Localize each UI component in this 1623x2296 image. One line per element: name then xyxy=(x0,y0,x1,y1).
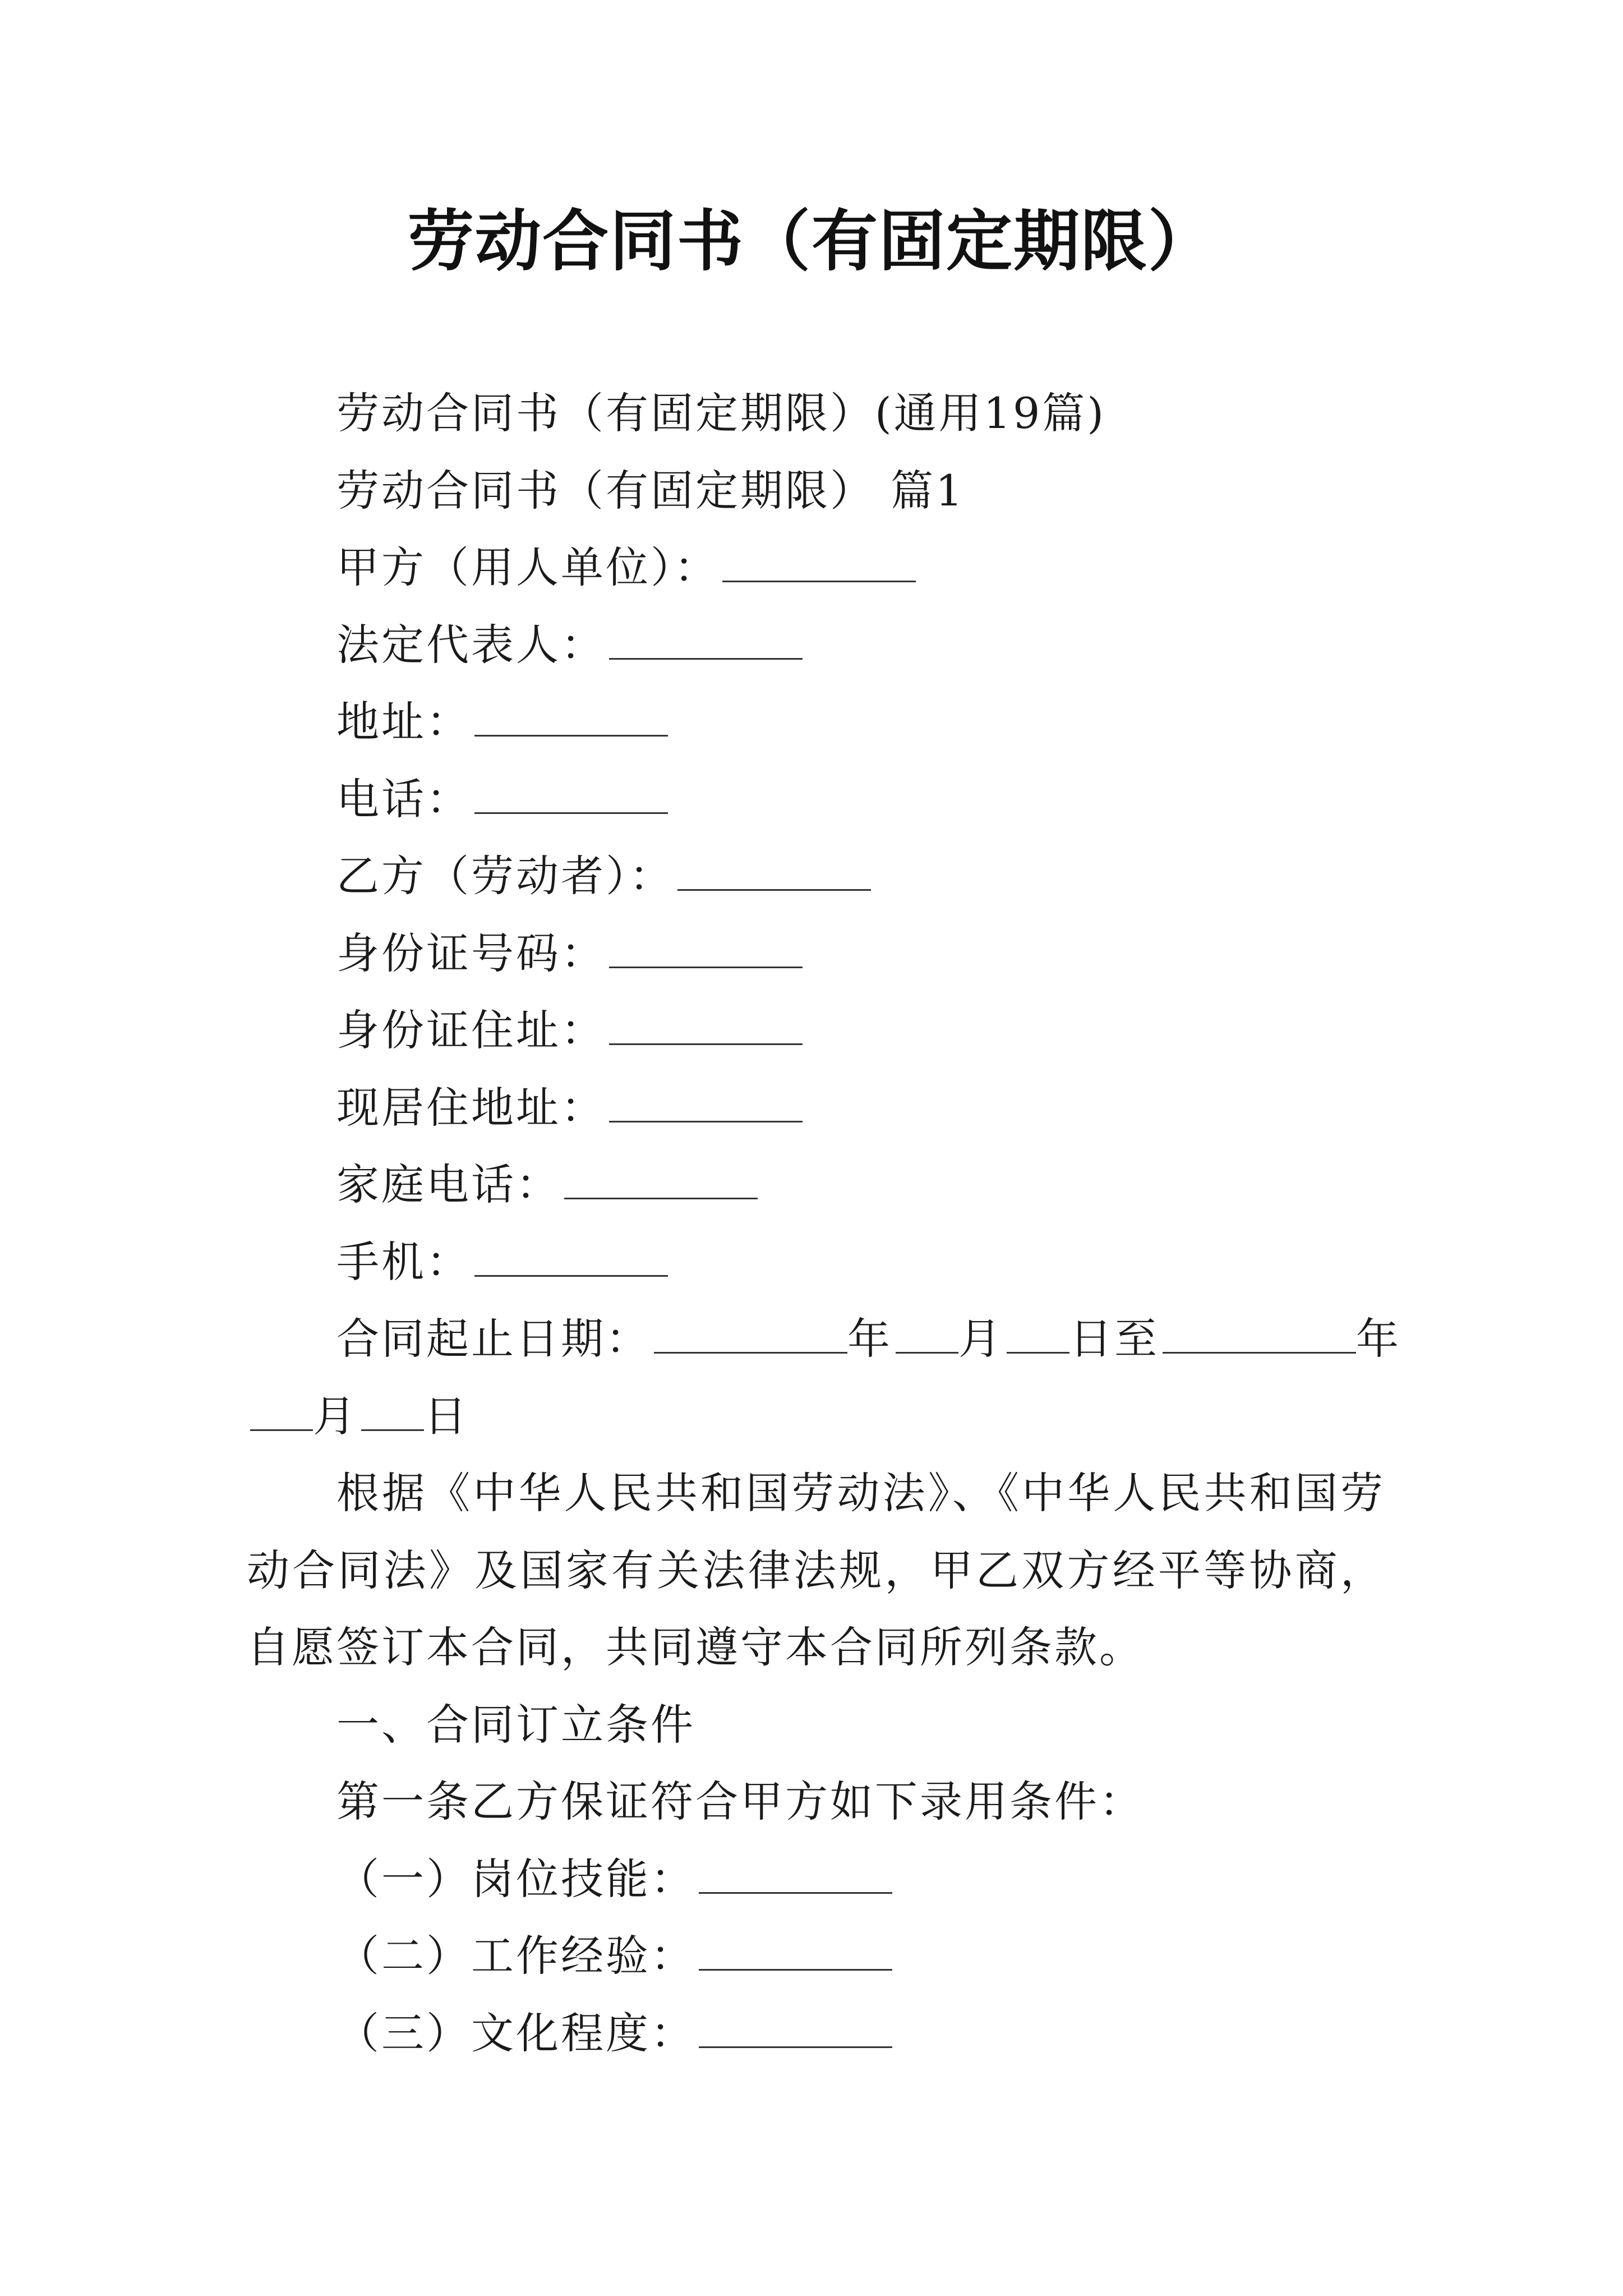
blank-line xyxy=(609,1087,803,1122)
condition-label: （三）文化程度： xyxy=(336,2008,695,2058)
field-id-number xyxy=(247,915,1385,992)
preamble-paragraph: 根据《中华人民共和国劳动法》、《中华人民共和国劳动合同法》及国家有关法律法规，甲乙双方经平等协商，自愿签订本合同，共同遵守本合同所列条款。 xyxy=(247,1468,1385,1672)
field-label: 现居住地址： xyxy=(336,1082,606,1133)
document-title: 劳动合同书（有固定期限） xyxy=(407,203,1215,280)
blank-line xyxy=(654,1318,847,1354)
field-label: 乙方（劳动者）： xyxy=(336,851,674,901)
contract-dates-continued xyxy=(247,1378,1385,1455)
field-phone xyxy=(247,761,1385,838)
field-id-address xyxy=(247,992,1385,1069)
blank-line xyxy=(677,855,871,891)
blank-line xyxy=(564,1164,758,1199)
blank-line xyxy=(361,1396,424,1431)
condition-experience xyxy=(247,1917,1385,1995)
blank-line xyxy=(699,1858,892,1894)
blank-line xyxy=(474,1241,668,1277)
year-text: 年 xyxy=(847,1314,892,1364)
condition-label: （二）工作经验： xyxy=(336,1931,695,1981)
document-body xyxy=(247,375,1401,2072)
chapter-heading: 一、合同订立条件 xyxy=(336,1699,695,1750)
field-label: 身份证号码： xyxy=(336,928,606,978)
blank-line xyxy=(896,1318,958,1354)
field-address xyxy=(247,683,1385,761)
field-label: 电话： xyxy=(336,774,471,824)
condition-label: （一）岗位技能： xyxy=(336,1853,695,1904)
document-subtitle: 劳动合同书（有固定期限）(通用19篇) xyxy=(336,388,1106,438)
blank-line xyxy=(474,701,668,737)
blank-line xyxy=(609,624,803,660)
field-mobile xyxy=(247,1223,1385,1301)
condition-education xyxy=(247,1995,1385,2072)
field-label: 合同起止日期： xyxy=(336,1314,651,1364)
blank-line xyxy=(1163,1318,1356,1354)
section-heading: 劳动合同书（有固定期限） 篇1 xyxy=(336,465,965,516)
blank-line xyxy=(609,933,803,968)
day-text: 日 xyxy=(424,1391,469,1441)
blank-line xyxy=(1007,1318,1069,1354)
blank-line xyxy=(474,779,668,814)
field-label: 家庭电话： xyxy=(336,1159,561,1209)
field-label: 手机： xyxy=(336,1236,471,1287)
field-label: 法定代表人： xyxy=(336,619,606,670)
condition-skills xyxy=(247,1841,1385,1918)
field-label: 甲方（用人单位）： xyxy=(336,542,719,592)
field-contract-dates xyxy=(247,1300,1401,1378)
blank-line xyxy=(699,2013,892,2048)
field-legal-rep xyxy=(247,606,1385,684)
field-party-a xyxy=(247,529,1385,606)
blank-line xyxy=(250,1396,313,1431)
field-party-b xyxy=(247,838,1385,915)
field-current-address xyxy=(247,1069,1385,1147)
field-label: 地址： xyxy=(336,697,471,747)
field-label: 身份证住址： xyxy=(336,1005,606,1055)
month-text: 月 xyxy=(313,1391,358,1441)
day-to-text: 日至 xyxy=(1069,1314,1159,1364)
month-text: 月 xyxy=(958,1314,1003,1364)
blank-line xyxy=(609,1010,803,1045)
field-home-phone xyxy=(247,1146,1385,1223)
article-1: 第一条乙方保证符合甲方如下录用条件： xyxy=(336,1777,1144,1826)
year-text: 年 xyxy=(1356,1314,1401,1364)
blank-line xyxy=(699,1935,892,1971)
blank-line xyxy=(722,547,916,582)
